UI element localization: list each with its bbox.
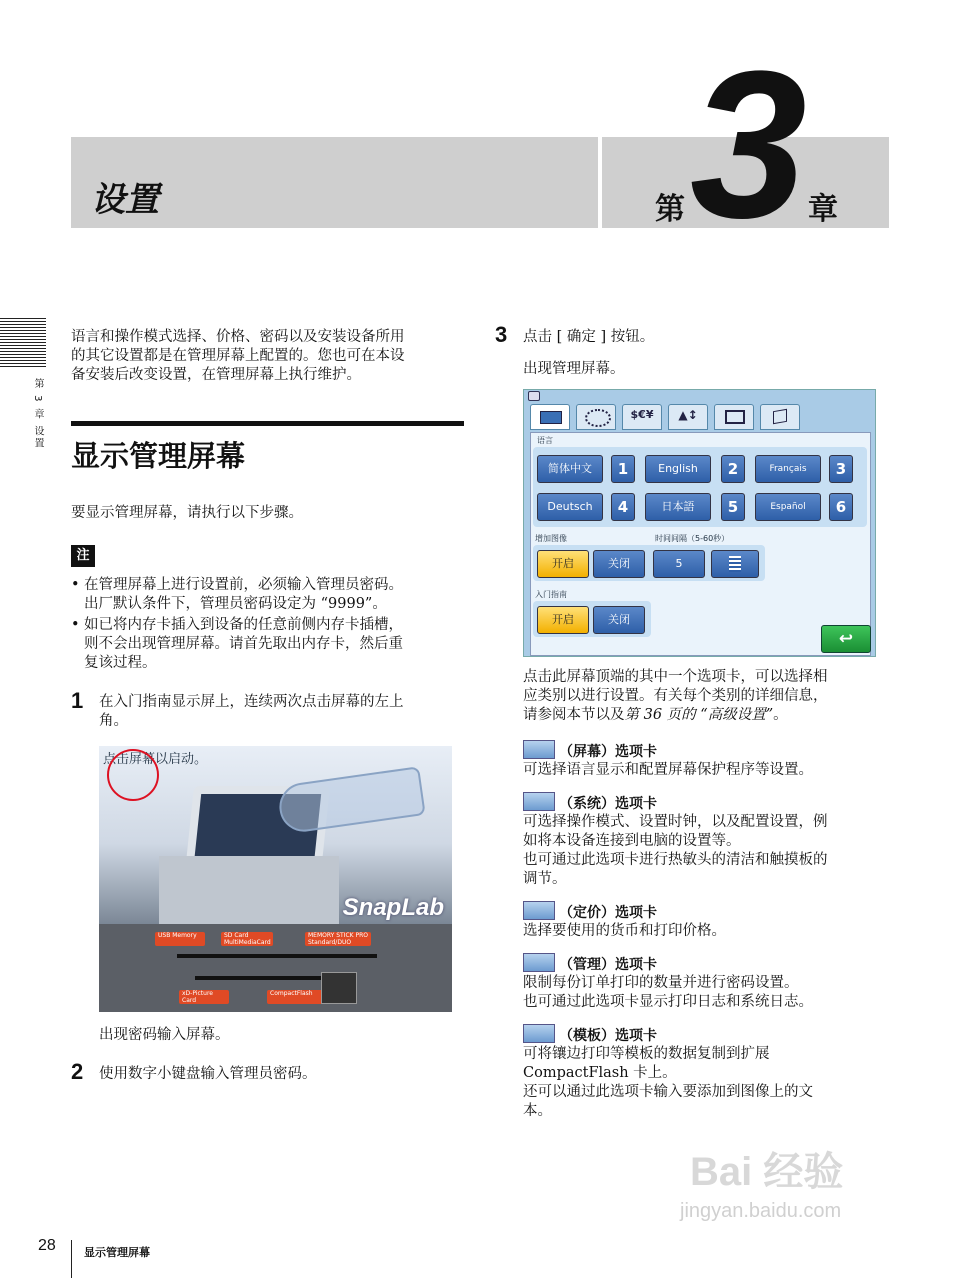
printer-icon	[528, 391, 540, 401]
interval-value[interactable]: 5	[653, 550, 705, 578]
step-text: 在入门指南显示屏上，连续两次点击屏幕的左上 角。	[99, 694, 404, 729]
step-number: 1	[71, 688, 84, 713]
interval-label: 时间间隔（5-60秒）	[655, 534, 730, 543]
note-item: • 在管理屏幕上进行设置前，必须输入管理员密码。 出厂默认条件下，管理员密码设定为 “9999”。	[71, 577, 403, 612]
intro-paragraph: 语言和操作模式选择、价格、密码以及安装设备所用 的其它设置都是在管理屏幕上配置的。您也可在本设 备安装后改变设置，在管理屏幕上执行维护。	[71, 329, 405, 383]
screen-settings-panel	[530, 432, 871, 656]
keypad-icon	[729, 556, 741, 572]
pricing-tab-icon	[523, 901, 555, 920]
language-label: 语言	[537, 436, 553, 445]
hand-illustration	[276, 766, 425, 835]
lang-button[interactable]: Deutsch	[537, 493, 603, 521]
tab-entry-system: （系统）选项卡 可选择操作模式、设置时钟，以及配置设置，例 如将本设备连接到电脑的设置等。 也可通过此选项卡进行热敏头的清洁和触摸板的 调节。	[523, 792, 888, 889]
kiosk-body	[159, 856, 339, 924]
watermark-logo: Bai 经验	[690, 1150, 844, 1194]
tab-entry-admin: （管理）选项卡 限制每份订单打印的数量并进行密码设置。 也可通过此选项卡显示打印日志和系统日志。	[523, 953, 888, 1012]
brand-logo: SnapLab	[342, 894, 444, 921]
page-number: 28	[38, 1237, 56, 1254]
template-tab-icon	[523, 1024, 555, 1043]
section-intro: 要显示管理屏幕，请执行以下步骤。	[71, 505, 303, 521]
currency-icon: $€¥	[630, 408, 654, 421]
guide-label: 入门指南	[535, 590, 567, 599]
note-label: 注	[71, 545, 95, 567]
step-number: 2	[71, 1059, 84, 1084]
chapter-prefix: 第	[655, 192, 685, 227]
guide-on-button[interactable]: 开启	[537, 606, 589, 634]
card-slots-panel	[99, 924, 452, 1012]
section-rule	[71, 421, 464, 426]
tab-description: 点击此屏幕顶端的其中一个选项卡，可以选择相 应类别以进行设置。有关每个类别的详细信息， 请参阅本节以及第 36 页的 “高级设置”。	[523, 669, 828, 723]
tab-entry-template: （模板）选项卡 可将镶边打印等模板的数据复制到扩展 CompactFlash 卡上。 还可以通过此选项卡输入要添加到图像上的文 本。	[523, 1024, 888, 1121]
step-text: 使用数字小键盘输入管理员密码。	[99, 1066, 317, 1082]
keypad-button[interactable]	[711, 550, 759, 578]
slot-bar	[177, 954, 377, 958]
system-tab-icon	[523, 792, 555, 811]
footer-divider	[71, 1240, 72, 1278]
tab-screen[interactable]	[530, 404, 570, 430]
lang-number[interactable]: 3	[829, 455, 853, 483]
note-item: • 如已将内存卡插入到设备的任意前侧内存卡插槽， 则不会出现管理屏幕。请首先取出内存卡，然后重 复该过程。	[71, 617, 403, 671]
startup-screenshot	[99, 746, 452, 1012]
admin-icon: ▲↕	[678, 408, 698, 422]
cross-reference-link[interactable]: 第 36 页的 “高级设置”	[624, 707, 774, 723]
lang-button[interactable]: Español	[755, 493, 821, 521]
cf-card-icon	[321, 972, 357, 1004]
lang-number[interactable]: 6	[829, 493, 853, 521]
chapter-title: 设置	[91, 180, 159, 220]
tab-entry-screen: （屏幕）选项卡 可选择语言显示和配置屏幕保护程序等设置。	[523, 740, 888, 780]
tab-pricing[interactable]	[622, 404, 662, 430]
lang-number[interactable]: 2	[721, 455, 745, 483]
template-icon	[725, 410, 745, 424]
after-step1-text: 出现密码输入屏幕。	[99, 1027, 230, 1043]
tab-entry-pricing: （定价）选项卡 选择要使用的货币和打印价格。	[523, 901, 888, 941]
slot-sd: SD Card MultiMediaCard	[221, 932, 273, 946]
slot-compactflash: CompactFlash	[267, 990, 323, 1004]
tab-misc[interactable]	[760, 404, 800, 430]
return-arrow-icon: ↩	[838, 629, 854, 649]
lang-number[interactable]: 5	[721, 493, 745, 521]
lang-number[interactable]: 1	[611, 455, 635, 483]
cube-icon	[773, 409, 787, 424]
lang-number[interactable]: 4	[611, 493, 635, 521]
slot-memory-stick: MEMORY STICK PRO Standard/DUO	[305, 932, 371, 946]
add-image-off-button[interactable]: 关闭	[593, 550, 645, 578]
add-image-label: 增加图像	[535, 534, 567, 543]
watermark-url: jingyan.baidu.com	[680, 1200, 842, 1222]
back-button[interactable]	[821, 625, 871, 653]
tap-target-circle[interactable]	[107, 749, 159, 801]
startup-caption: 点击屏幕以启动。	[103, 752, 208, 767]
tab-admin[interactable]	[668, 404, 708, 430]
lang-button[interactable]: 简体中文	[537, 455, 603, 483]
chapter-number: 3	[690, 27, 807, 262]
tab-system[interactable]	[576, 404, 616, 430]
gear-icon	[585, 409, 611, 427]
admin-screenshot	[523, 389, 876, 657]
chapter-suffix: 章	[808, 192, 838, 227]
step-number: 3	[495, 322, 508, 347]
side-tab-label: 第 3 章 设置	[32, 378, 43, 450]
footer-section: 显示管理屏幕	[84, 1246, 150, 1259]
admin-tab-icon	[523, 953, 555, 972]
guide-off-button[interactable]: 关闭	[593, 606, 645, 634]
slot-xd: xD-Picture Card	[179, 990, 229, 1004]
section-title: 显示管理屏幕	[71, 439, 246, 473]
side-tab-lines	[0, 318, 46, 368]
step-text: 点击 [ 确定 ] 按钮。	[523, 329, 655, 345]
screen-tab-icon	[523, 740, 555, 759]
after-step3-text: 出现管理屏幕。	[523, 361, 625, 377]
slot-usb: USB Memory	[155, 932, 205, 946]
lang-button[interactable]: Français	[755, 455, 821, 483]
tab-template[interactable]	[714, 404, 754, 430]
screen-icon	[540, 411, 562, 424]
lang-button[interactable]: 日本語	[645, 493, 711, 521]
add-image-on-button[interactable]: 开启	[537, 550, 589, 578]
lang-button[interactable]: English	[645, 455, 711, 483]
